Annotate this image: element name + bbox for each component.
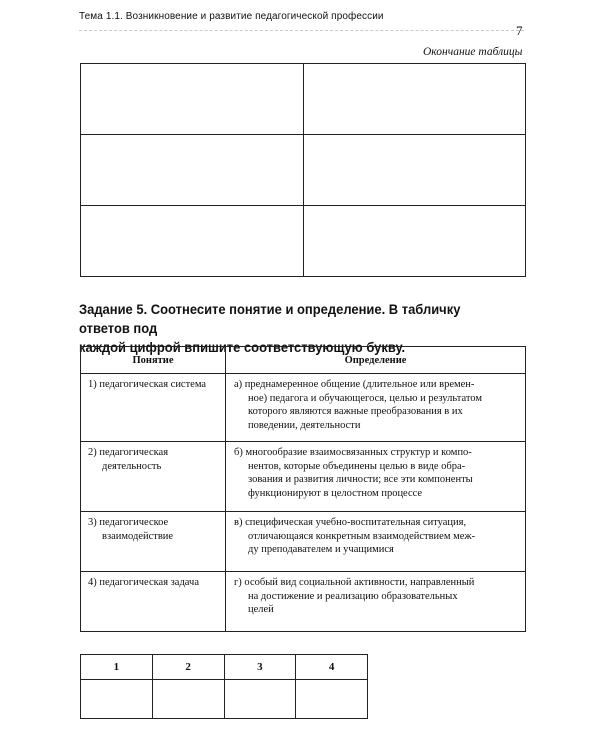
concept-text: 2) педагогическая <box>88 447 169 458</box>
concept-cell <box>81 512 226 572</box>
table-row <box>81 135 526 206</box>
header-rule <box>79 30 524 31</box>
answer-number: 4 <box>296 655 368 680</box>
table-row <box>81 572 526 632</box>
concept-text: деятельность <box>102 460 162 472</box>
answer-number-row <box>81 655 368 680</box>
definition-line: ду преподавателем и учащимися <box>248 544 394 555</box>
definition-line: а) преднамеренное общение (длительное или времен- <box>234 379 475 390</box>
table-continuation-note: Окончание таблицы <box>423 46 523 58</box>
answer-input-row <box>81 680 368 719</box>
definition-line: отличающаяся конкретным взаимодействием меж- <box>248 530 476 542</box>
blank-cell[interactable] <box>81 64 304 135</box>
table-row <box>81 64 526 135</box>
definition-line: б) многообразие взаимосвязанных структур и компо- <box>234 447 472 458</box>
definition-line: которого являются важные преобразования в их <box>248 406 463 417</box>
answer-grid <box>80 654 368 719</box>
answer-number: 3 <box>224 655 296 680</box>
table-row <box>81 374 526 442</box>
page-number: 7 <box>516 23 523 38</box>
blank-cell[interactable] <box>304 64 526 135</box>
concept-cell <box>81 374 226 442</box>
answer-number: 1 <box>81 655 153 680</box>
blank-cell[interactable] <box>81 206 304 277</box>
answer-blank-cell[interactable] <box>81 680 153 719</box>
definition-line: зования и развития личности; все эти компоненты <box>248 474 473 485</box>
answer-blank-cell[interactable] <box>296 680 368 719</box>
task-heading-line: каждой цифрой впишите соответствующую букву. <box>79 340 406 355</box>
blank-cell[interactable] <box>304 135 526 206</box>
task-heading-line: Задание 5. Соотнесите понятие и определение. В табличку ответов под <box>79 302 461 336</box>
concept-text: 4) педагогическая задача <box>88 577 199 588</box>
table-row <box>81 206 526 277</box>
answer-number: 2 <box>152 655 224 680</box>
definition-line: на достижение и реализацию образовательных <box>248 590 458 602</box>
table-row <box>81 512 526 572</box>
definition-line: функционируют в целостном процессе <box>248 487 423 499</box>
definition-line: в) специфическая учебно-воспитательная ситуация, <box>234 517 467 528</box>
definition-line: ное) педагога и обучающегося, целью и результатом <box>248 392 482 404</box>
definition-cell <box>226 442 526 512</box>
concept-cell <box>81 442 226 512</box>
definition-cell <box>226 374 526 442</box>
running-head-title: Тема 1.1. Возникновение и развитие педагогической профессии <box>79 11 384 22</box>
answer-blank-cell[interactable] <box>152 680 224 719</box>
answer-blank-cell[interactable] <box>224 680 296 719</box>
column-header-definition: Определение <box>226 347 526 374</box>
concept-text: 1) педагогическая система <box>88 379 207 390</box>
definition-line: целей <box>248 604 274 615</box>
blank-cell[interactable] <box>81 135 304 206</box>
continued-blank-table <box>80 63 526 277</box>
blank-cell[interactable] <box>304 206 526 277</box>
table-header-row <box>81 347 526 374</box>
concept-definition-table <box>80 346 526 632</box>
table-row <box>81 442 526 512</box>
column-header-concept: Понятие <box>81 347 226 374</box>
concept-text: 3) педагогическое <box>88 517 169 528</box>
definition-line: нентов, которые объединены целью в виде обра- <box>248 460 466 472</box>
definition-line: г) особый вид социальной активности, направленный <box>234 577 475 588</box>
concept-cell <box>81 572 226 632</box>
definition-cell <box>226 512 526 572</box>
definition-cell <box>226 572 526 632</box>
definition-line: поведении, деятельности <box>248 419 361 431</box>
concept-text: взаимодействие <box>102 530 174 542</box>
